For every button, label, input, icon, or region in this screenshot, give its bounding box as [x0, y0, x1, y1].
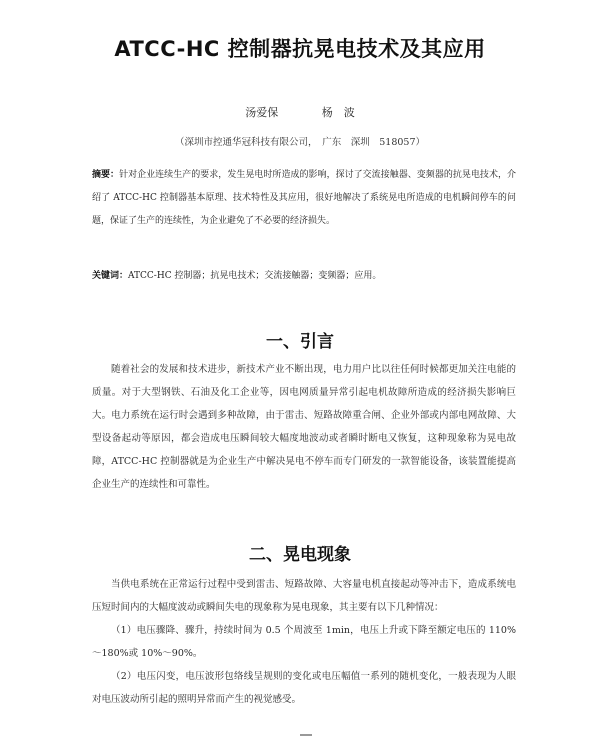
paragraph: （2）电压闪变，电压波形包络线呈规则的变化或电压幅值一系列的随机变化，一般表现为人眼对电压波动所引起的照明异常而产生的视觉感受。	[92, 671, 516, 705]
page-edge-mark	[300, 734, 312, 736]
author-name: 杨 波	[321, 106, 355, 119]
section-body-phenomenon	[92, 573, 516, 711]
section-heading-introduction: 一、引言	[266, 332, 334, 352]
paragraph: 随着社会的发展和技术进步，新技术产业不断出现，电力用户比以往任何时候都更加关注电能的质量。对于大型钢铁、石油及化工企业等，因电网质量异常引起电机故障所造成的经济损失影响巨大。电力系统在运行时会遇到多种故障，由于雷击、短路故障重合闸、企业外部或内部电网故障、大型设备起动等原因，都会造成电压瞬间较大幅度地波动或者瞬时断电又恢复，这种现象称为晃电故障，ATCC-HC 控制器就是为企业生产中解决晃电不停车而专门研发的一款智能设备，该装置能提高企业生产的连续性和可靠性。	[92, 364, 516, 490]
paragraph: 当供电系统在正常运行过程中受到雷击、短路故障、大容量电机直接起动等冲击下，造成系统电压短时间内的大幅度波动或瞬间失电的现象称为晃电现象，其主要有以下几种情况：	[92, 579, 516, 613]
keywords	[92, 267, 516, 285]
abstract-label: 摘要：	[92, 170, 120, 180]
author-list	[0, 104, 600, 120]
keywords-text: ATCC-HC 控制器；抗晃电技术；交流接触器；变频器；应用。	[128, 271, 382, 281]
section-body-introduction	[92, 358, 516, 496]
paragraph: （1）电压骤降、骤升，持续时间为 0.5 个周波至 1min，电压上升或下降至额定电压的 110%～180%或 10%～90%。	[92, 625, 516, 659]
section-heading-phenomenon: 二、晃电现象	[249, 545, 351, 565]
abstract-text: 针对企业连续生产的要求，发生晃电时所造成的影响，探讨了交流接触器、变频器的抗晃电技术，介绍了 ATCC-HC 控制器基本原理、技术特性及其应用，很好地解决了系统晃电所造成的电机瞬间停车的问题，保证了生产的连续性，为企业避免了不必要的经济损失。	[92, 170, 516, 226]
abstract	[92, 164, 516, 233]
paper-title: ATCC-HC 控制器抗晃电技术及其应用	[114, 37, 486, 61]
author-name: 汤爱保	[245, 106, 279, 119]
affiliation: （深圳市控通华冠科技有限公司， 广东 深圳 518057）	[174, 137, 426, 148]
keywords-label: 关键词：	[92, 271, 129, 281]
